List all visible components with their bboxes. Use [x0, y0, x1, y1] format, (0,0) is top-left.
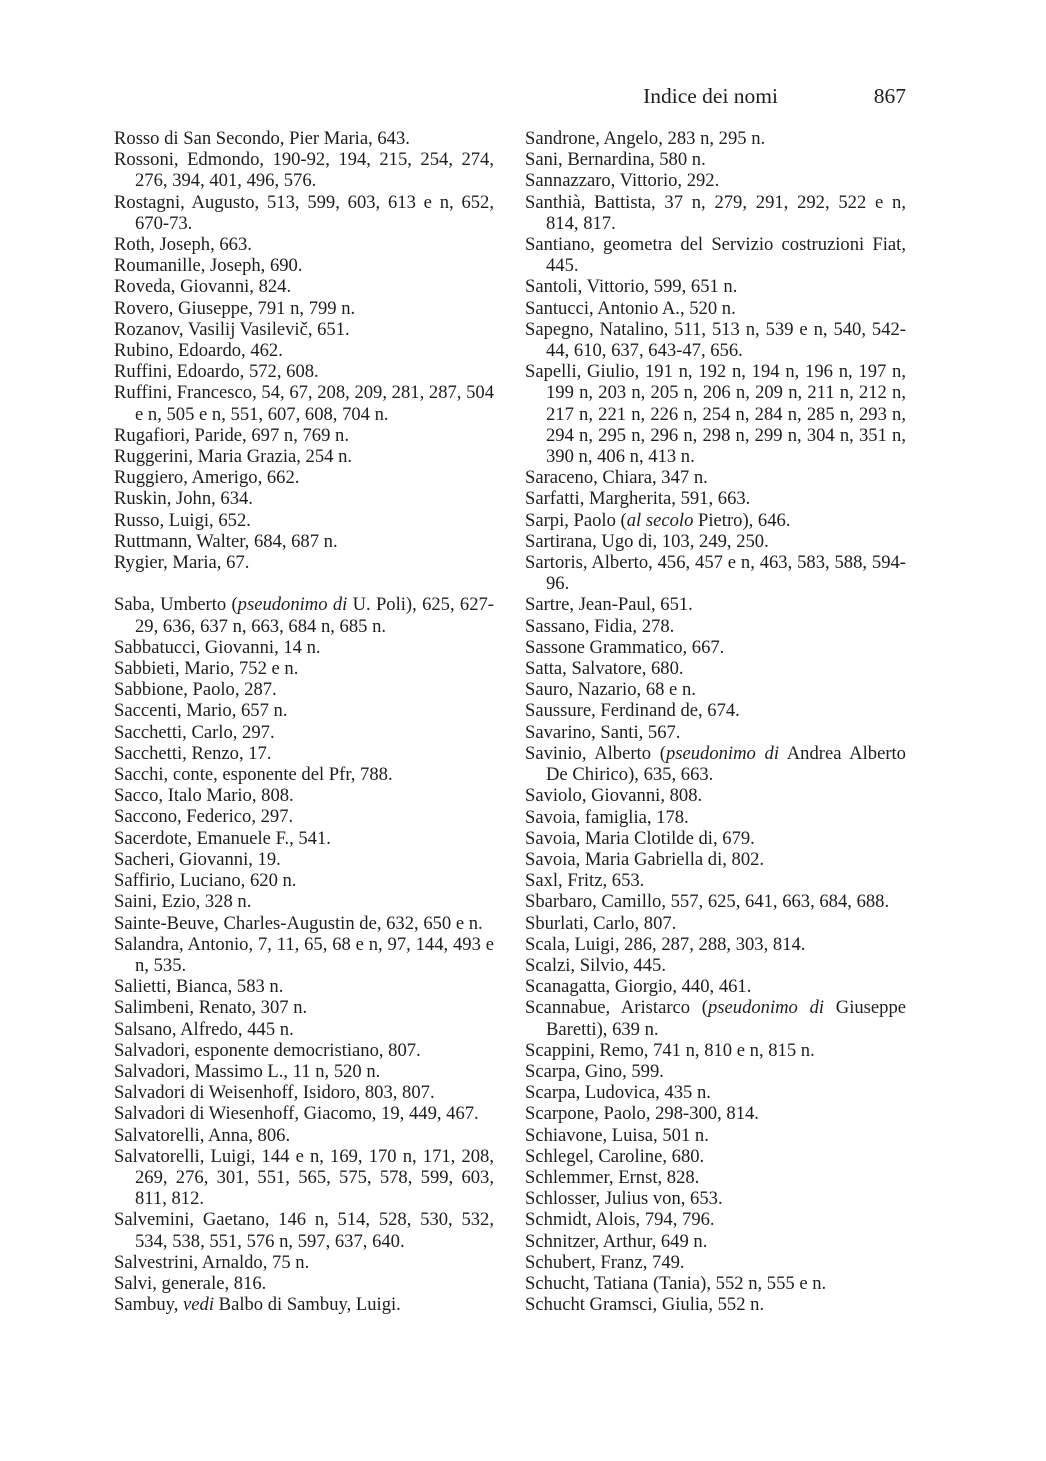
index-entry: Sartre, Jean-Paul, 651.: [525, 594, 693, 616]
index-entry: Ruggiero, Amerigo, 662.: [114, 467, 300, 489]
entry-italic: pseudonimo di: [665, 742, 780, 764]
index-entry: Schucht Gramsci, Giulia, 552 n.: [525, 1294, 765, 1316]
index-entry: Sbarbaro, Camillo, 557, 625, 641, 663, 684, 688.: [525, 891, 890, 913]
index-entry: Schmidt, Alois, 794, 796.: [525, 1209, 715, 1231]
index-entry: Savoia, Maria Gabriella di, 802.: [525, 848, 765, 870]
index-entry: Saraceno, Chiara, 347 n.: [525, 467, 708, 489]
index-entry: Santhià, Battista, 37 n, 279, 291, 292, 522 e n, 814, 817.: [525, 191, 906, 234]
index-entry: Roumanille, Joseph, 690.: [114, 255, 303, 277]
index-entry: [114, 1294, 494, 1315]
index-entry: Sartoris, Alberto, 456, 457 e n, 463, 583, 588, 594-96.: [525, 552, 906, 595]
entry-italic: pseudonimo di: [237, 594, 348, 616]
index-entry: Sannazzaro, Vittorio, 292.: [525, 170, 720, 192]
index-entry: Saccenti, Mario, 657 n.: [114, 700, 288, 722]
entry-text: Sambuy,: [114, 1294, 184, 1316]
index-entry: Salvadori, Massimo L., 11 n, 520 n.: [114, 1060, 381, 1082]
index-entry: Savoia, Maria Clotilde di, 679.: [525, 827, 755, 849]
index-entry: Salvatorelli, Anna, 806.: [114, 1124, 291, 1146]
index-entry: Salvadori di Wiesenhoff, Giacomo, 19, 449, 467.: [114, 1103, 479, 1125]
index-entry: Rubino, Edoardo, 462.: [114, 340, 283, 362]
index-entry: Sarfatti, Margherita, 591, 663.: [525, 488, 751, 510]
index-entry: Saini, Ezio, 328 n.: [114, 891, 252, 913]
index-entry: Santucci, Antonio A., 520 n.: [525, 297, 736, 319]
index-entry: Sassano, Fidia, 278.: [525, 615, 675, 637]
entry-text: Saba, Umberto (: [114, 594, 238, 616]
index-entry: Saviolo, Giovanni, 808.: [525, 785, 703, 807]
index-entry: Salvemini, Gaetano, 146 n, 514, 528, 530, 532, 534, 538, 551, 576 n, 597, 637, 640.: [114, 1209, 494, 1252]
index-entry: Rossoni, Edmondo, 190-92, 194, 215, 254, 274, 276, 394, 401, 496, 576.: [114, 149, 494, 192]
index-entry: Salandra, Antonio, 7, 11, 65, 68 e n, 97, 144, 493 e n, 535.: [114, 933, 494, 976]
index-entry: Satta, Salvatore, 680.: [525, 658, 684, 680]
index-entry: Savarino, Santi, 567.: [525, 721, 681, 743]
entry-text: Sarpi, Paolo (: [525, 509, 627, 531]
index-entry: Sacco, Italo Mario, 808.: [114, 785, 294, 807]
index-entry: Sabbione, Paolo, 287.: [114, 679, 277, 701]
index-entry: Rostagni, Augusto, 513, 599, 603, 613 e n, 652, 670-73.: [114, 191, 494, 234]
index-entry: Sainte-Beuve, Charles-Augustin de, 632, 650 e n.: [114, 912, 483, 934]
index-entry: Sabbatucci, Giovanni, 14 n.: [114, 636, 321, 658]
index-entry: Scala, Luigi, 286, 287, 288, 303, 814.: [525, 933, 806, 955]
index-entry: Scalzi, Silvio, 445.: [525, 954, 666, 976]
index-entry: Ruggerini, Maria Grazia, 254 n.: [114, 446, 353, 468]
index-entry: Sacheri, Giovanni, 19.: [114, 848, 281, 870]
index-entry: Roveda, Giovanni, 824.: [114, 276, 292, 298]
index-entry: Santiano, geometra del Servizio costruzioni Fiat, 445.: [525, 234, 906, 277]
index-entry: Scanagatta, Giorgio, 440, 461.: [525, 976, 752, 998]
index-entry: Ruskin, John, 634.: [114, 488, 253, 510]
index-entry: Savoia, famiglia, 178.: [525, 806, 689, 828]
page-number: 867: [873, 84, 906, 108]
index-entry: Rygier, Maria, 67.: [114, 552, 250, 574]
index-entry: Ruffini, Edoardo, 572, 608.: [114, 361, 319, 383]
entry-text: Savinio, Alberto (: [525, 742, 666, 764]
index-entry: Schlemmer, Ernst, 828.: [525, 1166, 700, 1188]
index-column-left: [114, 128, 494, 1315]
entry-text: Giuseppe Baretti), 639 n.: [546, 997, 906, 1040]
index-entry: Sassone Grammatico, 667.: [525, 636, 725, 658]
index-entry: Sapelli, Giulio, 191 n, 192 n, 194 n, 196 n, 197 n, 199 n, 203 n, 205 n, 206 n, 209 n, 211 n, 212 n, 217 n, 221 n, 226 n, 254 n, 284 n, 285 n, 293 n, 294 n, 295 n, 296 n, 298 n, 299 n, 304 n, 351 n, 390 n, 406 n, 413 n.: [525, 361, 906, 468]
index-entry: Sburlati, Carlo, 807.: [525, 912, 677, 934]
entry-italic: pseudonimo di: [707, 997, 825, 1019]
index-entry: Schlosser, Julius von, 653.: [525, 1188, 723, 1210]
entry-italic: al secolo: [626, 509, 694, 531]
entry-italic: vedi: [183, 1294, 215, 1316]
index-entry: Salvatorelli, Luigi, 144 e n, 169, 170 n, 171, 208, 269, 276, 301, 551, 565, 575, 578, 599, 603, 811, 812.: [114, 1145, 494, 1210]
index-entry: Scarpone, Paolo, 298-300, 814.: [525, 1103, 759, 1125]
index-entry: Sacchi, conte, esponente del Pfr, 788.: [114, 764, 393, 786]
index-entry: Salvadori, esponente democristiano, 807.: [114, 1039, 421, 1061]
index-entry: Salsano, Alfredo, 445 n.: [114, 1018, 294, 1040]
index-entry: Schlegel, Caroline, 680.: [525, 1145, 705, 1167]
index-entry: [525, 997, 906, 1039]
index-entry: Saffirio, Luciano, 620 n.: [114, 870, 297, 892]
index-entry: Salvi, generale, 816.: [114, 1272, 267, 1294]
entry-text: U. Poli), 625, 627-29, 636, 637 n, 663, 684 n, 685 n.: [135, 594, 494, 637]
index-entry: Sacerdote, Emanuele F., 541.: [114, 827, 331, 849]
index-entry: Rugafiori, Paride, 697 n, 769 n.: [114, 424, 349, 446]
index-entry: Schiavone, Luisa, 501 n.: [525, 1124, 709, 1146]
index-entry: Ruttmann, Walter, 684, 687 n.: [114, 530, 338, 552]
entry-text: Balbo di Sambuy, Luigi.: [214, 1294, 401, 1316]
index-entry: Schucht, Tatiana (Tania), 552 n, 555 e n.: [525, 1272, 827, 1294]
index-entry: Salvestrini, Arnaldo, 75 n.: [114, 1251, 310, 1273]
index-entry: Sapegno, Natalino, 511, 513 n, 539 e n, 540, 542-44, 610, 637, 643-47, 656.: [525, 318, 906, 362]
index-entry: Salvadori di Weisenhoff, Isidoro, 803, 807.: [114, 1082, 435, 1104]
running-title: Indice dei nomi: [643, 84, 778, 108]
index-entry: Salietti, Bianca, 583 n.: [114, 976, 284, 998]
index-entry: [525, 510, 906, 531]
index-entry: Salimbeni, Renato, 307 n.: [114, 997, 308, 1019]
entry-text: Andrea Alberto De Chirico), 635, 663.: [546, 742, 906, 786]
index-entry: Sandrone, Angelo, 283 n, 295 n.: [525, 128, 766, 149]
index-entry: Scarpa, Ludovica, 435 n.: [525, 1082, 711, 1104]
index-entry: Saxl, Fritz, 653.: [525, 870, 645, 892]
index-entry: Sartirana, Ugo di, 103, 249, 250.: [525, 530, 769, 552]
index-entry: Sabbieti, Mario, 752 e n.: [114, 658, 299, 680]
index-entry: Sacchetti, Carlo, 297.: [114, 721, 275, 743]
index-entry: Saussure, Ferdinand de, 674.: [525, 700, 740, 722]
index-entry: Saccono, Federico, 297.: [114, 806, 294, 828]
running-header: [0, 84, 906, 112]
index-entry: Schubert, Franz, 749.: [525, 1251, 685, 1273]
entry-text: Scannabue, Aristarco (: [525, 997, 708, 1019]
entry-text: Pietro), 646.: [693, 509, 791, 531]
index-column-right: [525, 128, 906, 1315]
index-entry: Schnitzer, Arthur, 649 n.: [525, 1230, 708, 1252]
index-entry: Roth, Joseph, 663.: [114, 234, 252, 256]
index-entry: Sacchetti, Renzo, 17.: [114, 742, 272, 764]
index-entry: Scappini, Remo, 741 n, 810 e n, 815 n.: [525, 1039, 815, 1061]
index-entry: [114, 594, 494, 636]
index-entry: Rovero, Giuseppe, 791 n, 799 n.: [114, 297, 356, 319]
index-entry: Sauro, Nazario, 68 e n.: [525, 679, 696, 701]
index-entry: Scarpa, Gino, 599.: [525, 1060, 664, 1082]
index-entry: Rozanov, Vasilij Vasilevič, 651.: [114, 318, 350, 340]
index-entry: [525, 743, 906, 785]
index-entry: Russo, Luigi, 652.: [114, 509, 251, 531]
index-entry: Santoli, Vittorio, 599, 651 n.: [525, 276, 738, 298]
index-entry: Rosso di San Secondo, Pier Maria, 643.: [114, 128, 410, 149]
index-entry: Ruffini, Francesco, 54, 67, 208, 209, 281, 287, 504 e n, 505 e n, 551, 607, 608, 704 n.: [114, 382, 494, 425]
index-entry: Sani, Bernardina, 580 n.: [525, 149, 706, 171]
